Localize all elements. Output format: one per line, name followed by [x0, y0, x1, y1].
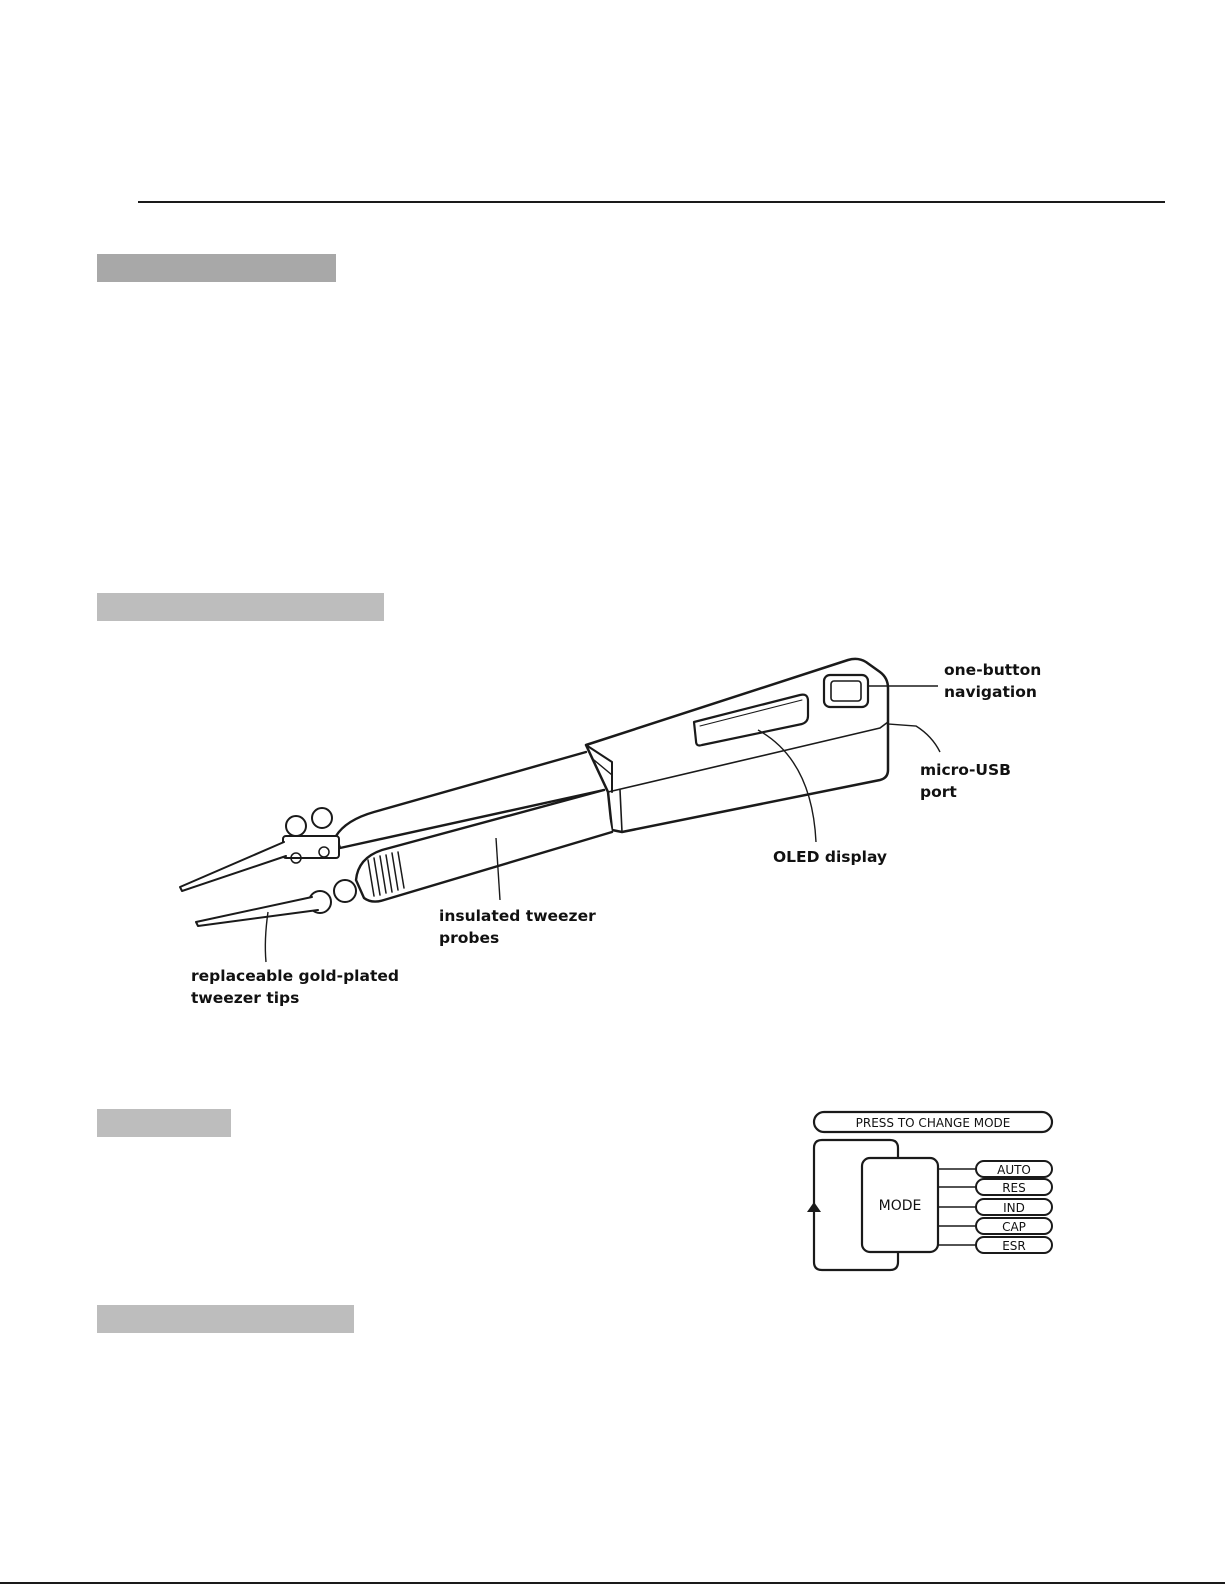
callout-usb [920, 759, 1011, 803]
callout-usb-line-2: port [920, 783, 957, 801]
callout-probes-line-2: probes [439, 929, 500, 947]
callout-oled [773, 846, 887, 868]
mode-option-ind: IND [1003, 1201, 1025, 1215]
callout-button-line-1: one-button [944, 661, 1042, 679]
up-arrow-icon [807, 1202, 821, 1212]
leader-line-usb [888, 724, 940, 752]
mode-center-text: MODE [878, 1198, 922, 1214]
mode-header-text: PRESS TO CHANGE MODE [855, 1116, 1011, 1130]
callout-tips-line-2: tweezer tips [191, 989, 300, 1007]
leader-line-tips [265, 912, 268, 962]
callout-probes-line-1: insulated tweezer [439, 907, 596, 925]
lower-tip [196, 897, 318, 926]
mode-option-esr: ESR [1002, 1239, 1026, 1253]
footer-rule [0, 1582, 1225, 1584]
mode-option-cap: CAP [1002, 1220, 1026, 1234]
callout-tips-line-1: replaceable gold-plated [191, 967, 399, 985]
callout-button [944, 659, 1041, 703]
callout-probes [439, 905, 596, 949]
mode-diagram [800, 1100, 1070, 1285]
callout-usb-line-1: micro-USB [920, 761, 1011, 779]
callout-oled-line: OLED display [773, 848, 888, 866]
callout-button-line-2: navigation [944, 683, 1037, 701]
callout-tips [191, 965, 399, 1009]
mode-option-auto: AUTO [997, 1163, 1031, 1177]
mode-option-res: RES [1002, 1181, 1026, 1195]
upper-tip [180, 842, 286, 891]
